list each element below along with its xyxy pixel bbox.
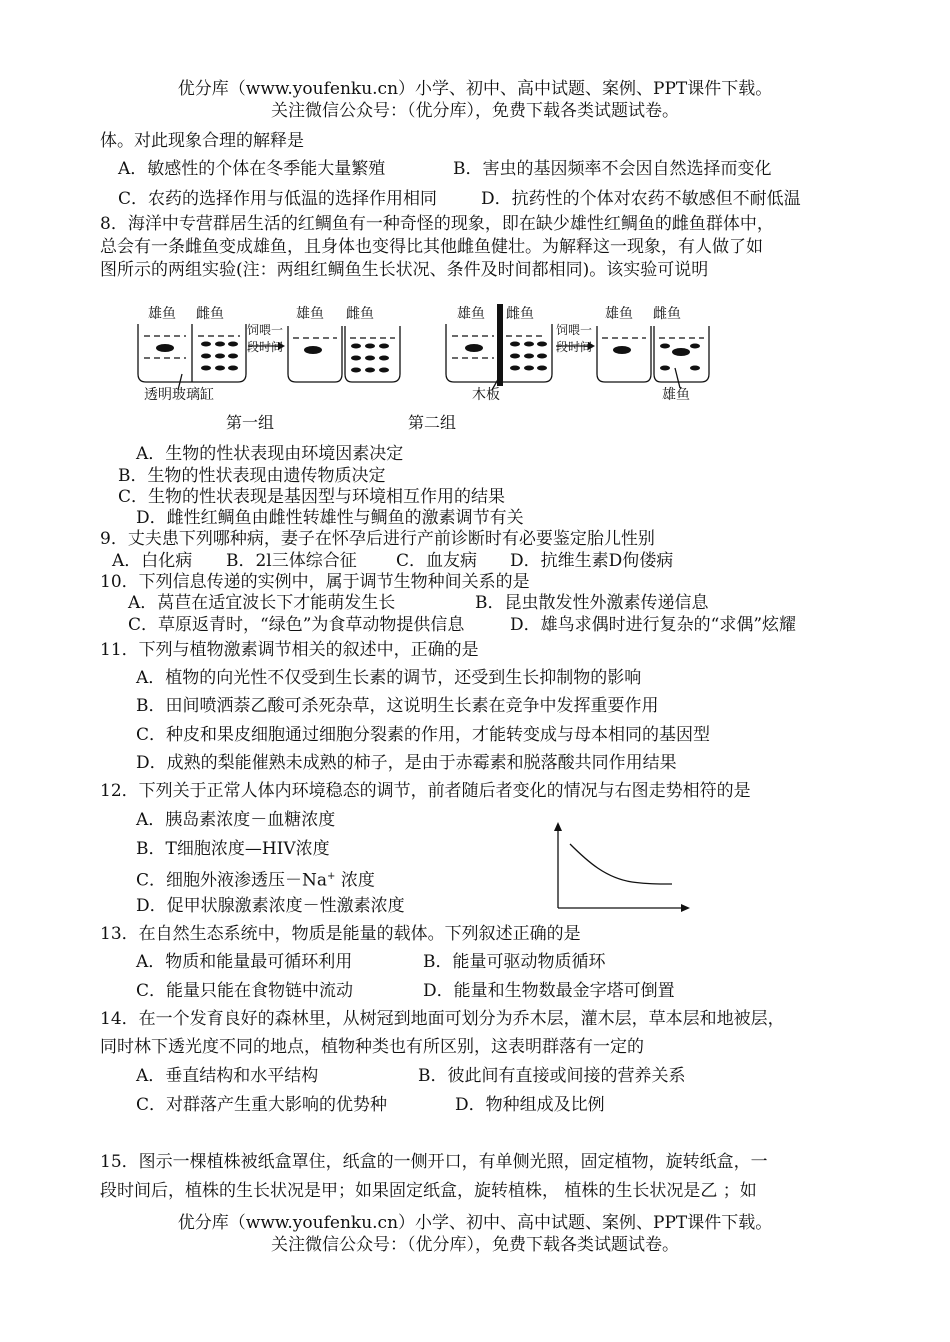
fig8-label-feed-a: 饲喂一: [247, 323, 284, 337]
q10-option-b: B．昆虫散发性外激素传递信息: [475, 593, 709, 613]
fig8-label-female-2: 雌鱼: [346, 306, 374, 322]
q9-option-a: A．白化病: [112, 551, 193, 571]
header-line-1: 优分库（www.youfenku.cn）小学、初中、高中试题、案例、PPT课件下载。: [177, 79, 773, 99]
footer-line-1: 优分库（www.youfenku.cn）小学、初中、高中试题、案例、PPT课件下载。: [177, 1213, 773, 1233]
q14-option-d: D．物种组成及比例: [455, 1095, 605, 1115]
fig8-label-female-1: 雌鱼: [196, 306, 224, 322]
fig8-label-male-1: 雄鱼: [148, 306, 176, 322]
fig8-label-feed-c: 饲喂一: [556, 323, 593, 337]
q11-stem: 11．下列与植物激素调节相关的叙述中，正确的是: [100, 640, 479, 660]
q7-option-b: B．害虫的基因频率不会因自然选择而变化: [453, 159, 772, 179]
fig8-label-feed-d: 段时间: [556, 340, 593, 354]
q14-option-b: B．彼此间有直接或间接的营养关系: [418, 1066, 686, 1086]
q13-option-b: B．能量可驱动物质循环: [423, 952, 606, 972]
q9-stem: 9．丈夫患下列哪种病，妻子在怀孕后进行产前诊断时有必要鉴定胎儿性别: [100, 529, 655, 549]
q13-option-d: D．能量和生物数最金字塔可倒置: [423, 981, 675, 1001]
q12-option-a: A．胰岛素浓度－血糖浓度: [136, 810, 336, 830]
fig8-label-feed-b: 段时间: [247, 340, 284, 354]
fig8-label-male-2: 雄鱼: [296, 306, 324, 322]
q11-option-c: C．种皮和果皮细胞通过细胞分裂素的作用，才能转变成与母本相同的基因型: [136, 725, 711, 745]
q12-trend-graph: [548, 822, 693, 914]
q8-option-d: D．雌性红鲷鱼由雌性转雄性与鲷鱼的激素调节有关: [136, 508, 524, 528]
q15-stem-line-1: 15．图示一棵植株被纸盒罩住，纸盒的一侧开口，有单侧光照，固定植物，旋转纸盒，一: [100, 1152, 768, 1172]
q9-option-c: C．血友病: [396, 551, 478, 571]
q12-option-c-sup: +: [327, 871, 336, 882]
q10-stem: 10．下列信息传递的实例中，属于调节生物种间关系的是: [100, 572, 530, 592]
q14-stem-line-2: 同时林下透光度不同的地点，植物种类也有所区别，这表明群落有一定的: [100, 1037, 644, 1057]
fig8-group-2: 第二组: [408, 413, 457, 432]
q11-option-d: D．成熟的梨能催熟未成熟的柿子，是由于赤霉素和脱落酸共同作用结果: [136, 753, 677, 773]
q8-experiment-figure: [120, 296, 720, 441]
q10-option-d: D．雄鸟求偶时进行复杂的“求偶”炫耀: [510, 615, 797, 635]
q11-option-a: A．植物的向光性不仅受到生长素的调节，还受到生长抑制物的影响: [136, 668, 642, 688]
fig8-group-1: 第一组: [226, 413, 275, 432]
q7-option-a: A．敏感性的个体在冬季能大量繁殖: [118, 159, 386, 179]
q8-stem-line-2: 总会有一条雌鱼变成雄鱼，且身体也变得比其他雌鱼健壮。为解释这一现象，有人做了如: [100, 237, 763, 257]
fig8-label-male-3: 雄鱼: [457, 306, 485, 322]
q9-option-d: D．抗维生素D佝偻病: [510, 551, 674, 571]
fig8-label-board: 木板: [472, 387, 500, 403]
q10-option-a: A．莴苣在适宜波长下才能萌发生长: [128, 593, 396, 613]
q13-option-a: A．物质和能量最可循环利用: [136, 952, 353, 972]
fig8-label-male-4: 雄鱼: [605, 306, 633, 322]
q7-option-d: D．抗药性的个体对农药不敏感但不耐低温: [481, 189, 801, 209]
q12-stem: 12．下列关于正常人体内环境稳态的调节，前者随后者变化的情况与右图走势相符的是: [100, 781, 751, 801]
q12-option-c: [136, 866, 375, 892]
q8-option-c: C．生物的性状表现是基因型与环境相互作用的结果: [118, 487, 506, 507]
fig8-label-male-bottom: 雄鱼: [662, 387, 690, 403]
q7-stem-cont: 体。对此现象合理的解释是: [100, 131, 304, 151]
q9-option-b: B．2l三体综合征: [226, 551, 357, 571]
q13-option-c: C．能量只能在食物链中流动: [136, 981, 354, 1001]
q7-option-c: C．农药的选择作用与低温的选择作用相同: [118, 189, 438, 209]
q10-option-c: C．草原返青时，“绿色”为食草动物提供信息: [128, 615, 465, 635]
header-line-2: 关注微信公众号：（优分库），免费下载各类试题试卷。: [271, 101, 679, 121]
q11-option-b: B．田间喷洒萘乙酸可杀死杂草，这说明生长素在竞争中发挥重要作用: [136, 696, 659, 716]
footer-line-2: 关注微信公众号：（优分库），免费下载各类试题试卷。: [271, 1235, 679, 1255]
q14-option-c: C．对群落产生重大影响的优势种: [136, 1095, 388, 1115]
q14-stem-line-1: 14．在一个发育良好的森林里，从树冠到地面可划分为乔木层，灌木层，草本层和地被层，: [100, 1009, 785, 1029]
q8-option-b: B．生物的性状表现由遗传物质决定: [118, 466, 386, 486]
fig8-label-female-4: 雌鱼: [653, 306, 681, 322]
q12-option-b: B．T细胞浓度—HIV浓度: [136, 839, 330, 859]
q14-option-a: A．垂直结构和水平结构: [136, 1066, 319, 1086]
q13-stem: 13．在自然生态系统中，物质是能量的载体。下列叙述正确的是: [100, 924, 581, 944]
q12-option-c-tail: 浓度: [335, 870, 375, 891]
q8-stem-line-1: 8．海洋中专营群居生活的红鲷鱼有一种奇怪的现象，即在缺少雄性红鲷鱼的雌鱼群体中，: [100, 214, 774, 234]
q12-option-c-text: C．细胞外液渗透压－Na: [136, 870, 328, 891]
fig8-label-glass: 透明玻璃缸: [144, 387, 214, 403]
q12-option-d: D．促甲状腺激素浓度－性激素浓度: [136, 896, 405, 916]
q15-stem-line-2: 段时间后，植株的生长状况是甲；如果固定纸盒，旋转植株， 植株的生长状况是乙 ；如: [100, 1181, 757, 1201]
q8-stem-line-3: 图所示的两组实验(注：两组红鲷鱼生长状况、条件及时间都相同)。该实验可说明: [100, 260, 709, 280]
q8-option-a: A．生物的性状表现由环境因素决定: [136, 444, 404, 464]
fig8-label-female-3: 雌鱼: [506, 306, 534, 322]
